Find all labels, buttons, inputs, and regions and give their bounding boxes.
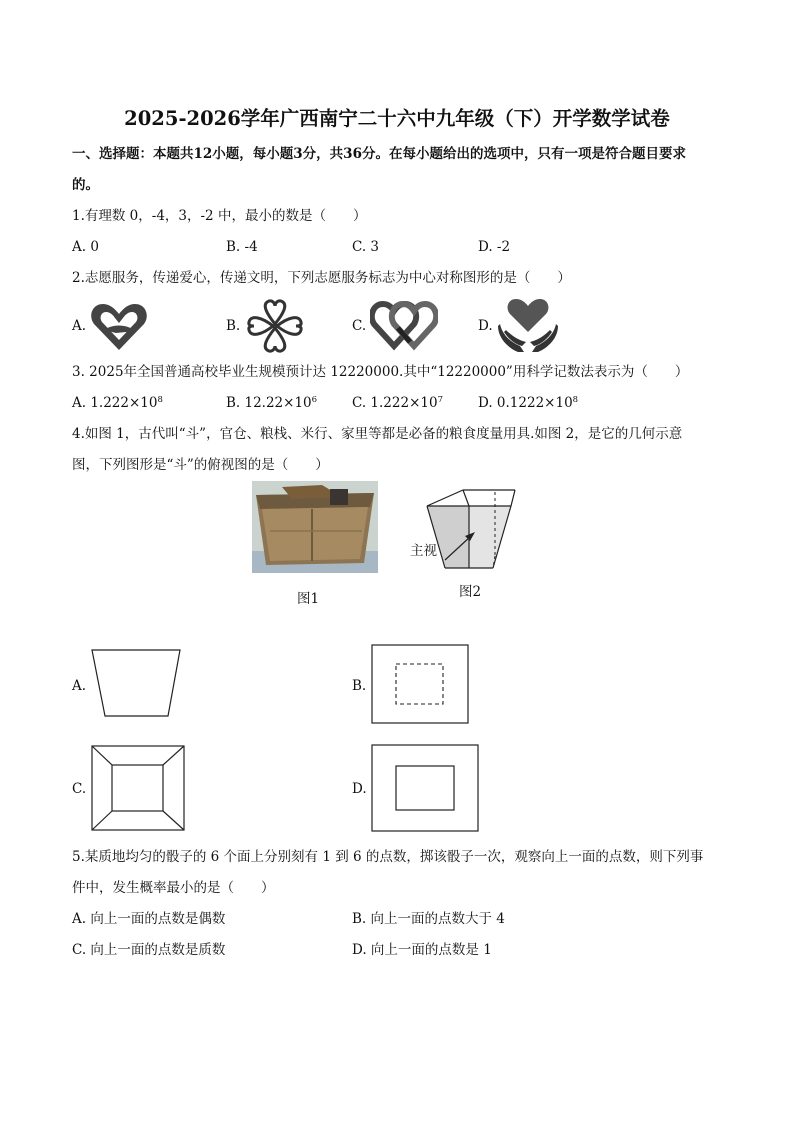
q3-stem: 3. 2025年全国普通高校毕业生规模预计达 12220000.其中“12220000”用科学记数法表示为（ ） (72, 364, 689, 380)
q2-option-b[interactable]: B. (226, 318, 241, 334)
volunteer-heart-hand-icon (88, 300, 150, 354)
q5-stem: 5.某质地均匀的骰子的 6 个面上分别刻有 1 到 6 的点数，掷该骰子一次，观察向上一面的点数，则下列事 (72, 849, 704, 865)
figure-2-diagram (405, 486, 525, 582)
q3-option-c[interactable] (352, 394, 443, 412)
q3-option-a-exp: 8 (157, 395, 163, 405)
q4-stem-cont: 图，下列图形是“斗”的俯视图的是（ ） (72, 457, 329, 473)
q4-option-b[interactable]: B. (352, 678, 367, 694)
q5-stem-cont: 件中，发生概率最小的是（ ） (72, 880, 275, 896)
figure-1-caption: 图1 (297, 591, 320, 607)
q2-option-a[interactable]: A. (72, 318, 87, 334)
figure-1-photo (252, 481, 378, 573)
volunteer-clover-icon (245, 298, 305, 354)
q2-option-c[interactable]: C. (352, 318, 367, 334)
q4-option-b-figure (371, 644, 469, 724)
q2-option-d[interactable]: D. (478, 318, 493, 334)
q3-option-c-exp: 7 (437, 395, 443, 405)
q1-option-a[interactable]: A. 0 (72, 239, 99, 255)
q1-option-c[interactable]: C. 3 (352, 239, 380, 255)
figure-2-view-label: 主视 (410, 543, 437, 559)
q1-stem: 1.有理数 0，-4，3，-2 中，最小的数是（ ） (72, 208, 367, 224)
q5-option-c[interactable]: C. 向上一面的点数是质数 (72, 942, 226, 958)
q4-stem: 4.如图 1，古代叫“斗”，官仓、粮栈、米行、家里等都是必备的粮食度量用具.如图 2，是它的几何示意 (72, 426, 683, 442)
q3-option-b-coef: B. 12.22×10 (226, 395, 312, 411)
volunteer-double-heart-icon (370, 298, 438, 354)
q4-option-d[interactable]: D. (352, 781, 367, 797)
q3-option-b-exp: 6 (311, 395, 318, 405)
section-header-cont: 的。 (72, 177, 99, 193)
q5-option-d[interactable]: D. 向上一面的点数是 1 (352, 942, 492, 958)
q3-option-a-coef: A. 1.222×10 (72, 395, 158, 411)
section-header: 一、选择题：本题共12小题，每小题3分，共36分。在每小题给出的选项中，只有一项是符合题目要求 (72, 146, 686, 162)
page-title: 2025-2026学年广西南宁二十六中九年级（下）开学数学试卷 (124, 107, 670, 130)
figure-2-caption: 图2 (459, 584, 482, 600)
q3-option-d-exp: 8 (572, 395, 579, 405)
volunteer-heart-in-hands-icon (496, 296, 560, 354)
q4-option-d-figure (371, 744, 479, 832)
q3-option-c-coef: C. 1.222×10 (352, 395, 438, 411)
q5-option-a[interactable]: A. 向上一面的点数是偶数 (72, 911, 226, 927)
q3-option-a[interactable] (72, 394, 163, 412)
q4-option-a[interactable]: A. (72, 678, 87, 694)
q5-option-b[interactable]: B. 向上一面的点数大于 4 (352, 911, 505, 927)
q4-option-a-figure (88, 648, 184, 720)
q3-option-b[interactable] (226, 394, 317, 412)
q1-option-b[interactable]: B. -4 (226, 239, 258, 255)
q1-option-d[interactable]: D. -2 (478, 239, 511, 255)
q3-option-d[interactable] (478, 394, 578, 412)
q3-option-d-coef: D. 0.1222×10 (478, 395, 573, 411)
q2-stem: 2.志愿服务，传递爱心，传递文明，下列志愿服务标志为中心对称图形的是（ ） (72, 270, 571, 286)
q4-option-c-figure (91, 745, 185, 831)
q4-option-c[interactable]: C. (72, 781, 87, 797)
